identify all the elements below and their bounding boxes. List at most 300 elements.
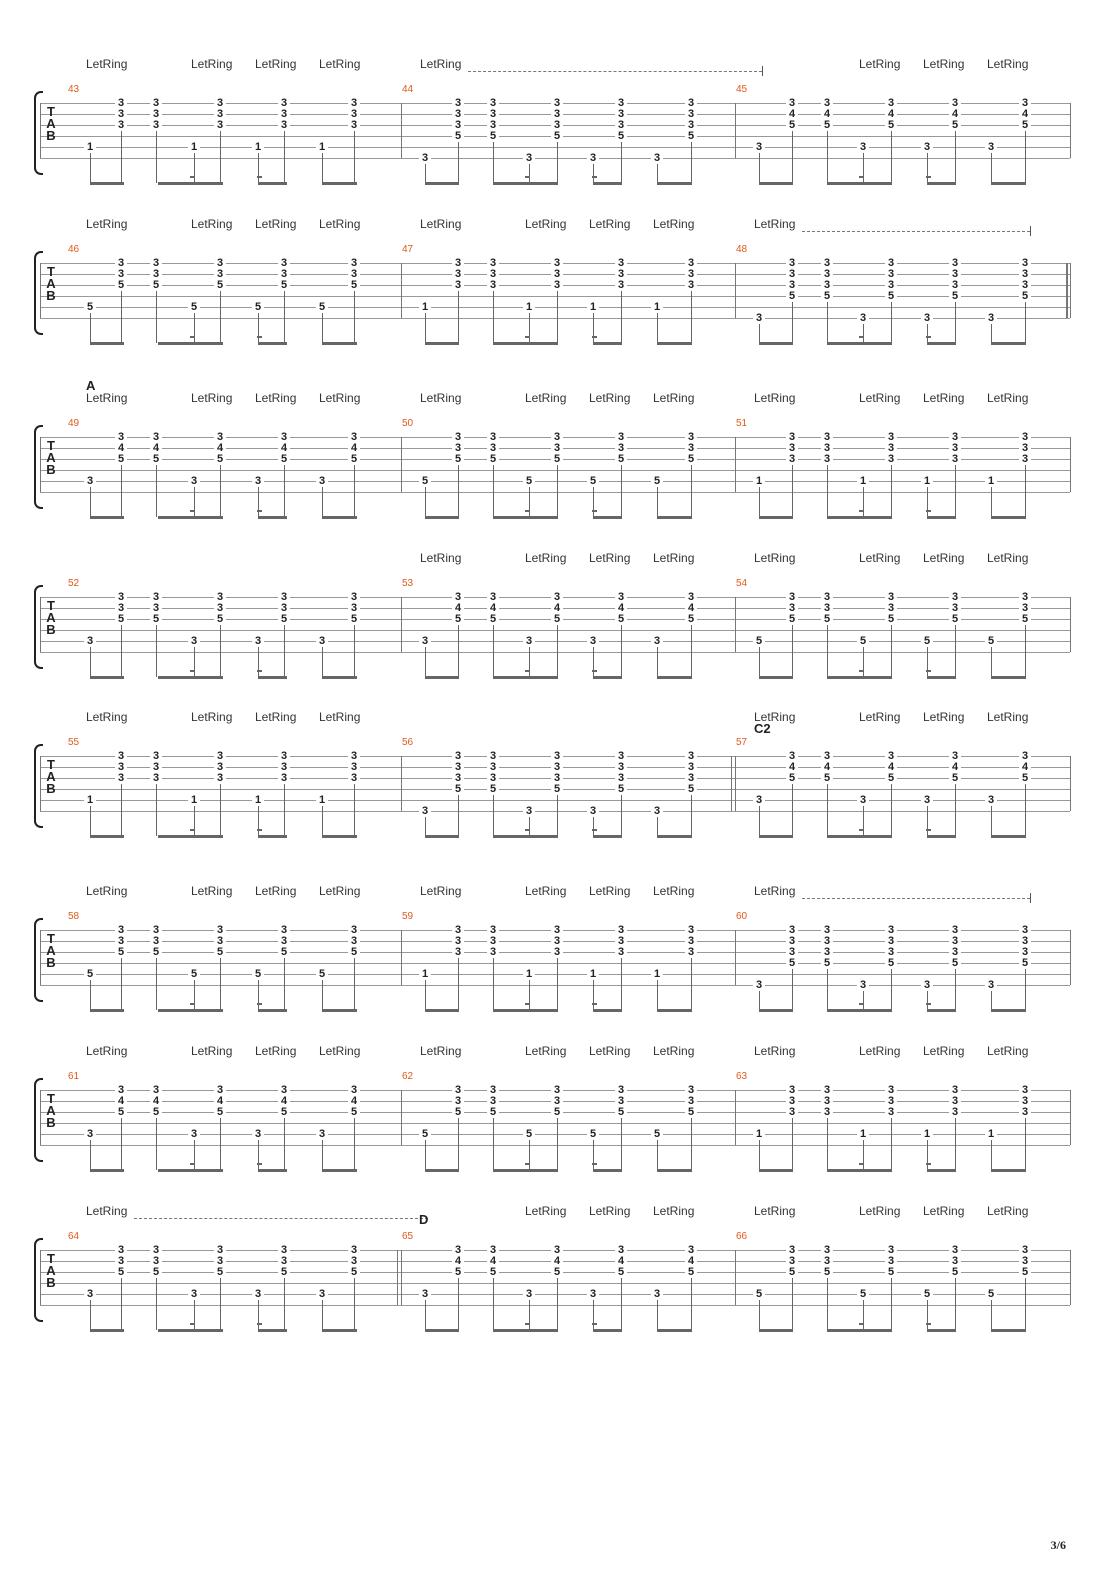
bass-fret-number: 1 [188,795,200,805]
note-stem [425,313,426,343]
bass-fret-number: 3 [651,153,663,163]
barline [401,1250,402,1305]
note-stem [593,817,594,836]
fret-number: 3 [214,936,226,946]
let-ring-label: LetRing [420,1044,462,1058]
page-number: 3/6 [1050,1538,1066,1552]
note-stem [121,291,122,343]
beam [493,516,558,519]
fret-number: 3 [115,1245,127,1255]
bass-fret-number: 3 [316,1129,328,1139]
beam [827,676,892,679]
fret-number: 3 [214,258,226,268]
note-stem [90,1300,91,1330]
let-ring-label: LetRing [589,1044,631,1058]
note-stem [121,625,122,677]
fret-number: 3 [214,432,226,442]
note-stem [90,806,91,836]
tab-clef-letter: B [46,955,56,970]
tab-clef-letter: B [46,128,56,143]
note-stem [258,153,259,183]
let-ring-label: LetRing [987,391,1029,405]
fret-number: 3 [615,947,627,957]
tab-clef-letter: T [47,757,55,772]
fret-number: 3 [348,432,360,442]
fret-number: 5 [487,614,499,624]
beam [425,516,459,519]
bass-fret-number: 3 [316,636,328,646]
fret-number: 4 [348,1096,360,1106]
barline [401,437,402,492]
fret-number: 3 [1019,1107,1031,1117]
beam [493,676,558,679]
fret-number: 5 [278,614,290,624]
barline [1070,597,1071,652]
barline [735,263,736,318]
fret-number: 5 [821,773,833,783]
let-ring-label: LetRing [319,57,361,71]
fret-number: 3 [278,109,290,119]
fret-number: 3 [615,120,627,130]
fret-number: 3 [551,751,563,761]
note-stem [529,1300,530,1330]
fret-number: 3 [821,269,833,279]
let-ring-label: LetRing [589,1204,631,1218]
fret-number: 3 [949,751,961,761]
fret-number: 3 [487,773,499,783]
note-stem [194,647,195,677]
fret-number: 4 [214,443,226,453]
beam [991,182,1026,185]
note-stem [621,1278,622,1330]
fret-number: 3 [452,258,464,268]
note-stem [458,465,459,517]
rhythm-dot [859,829,864,831]
note-stem [657,647,658,677]
beam [258,342,287,345]
fret-number: 5 [685,784,697,794]
let-ring-label: LetRing [754,1204,796,1218]
note-stem [284,131,285,183]
note-stem [322,806,323,836]
note-stem [156,1118,157,1170]
fret-number: 3 [452,109,464,119]
note-stem [493,1118,494,1170]
rhythm-dot [592,336,597,338]
fret-number: 3 [885,454,897,464]
let-ring-label: LetRing [86,391,128,405]
note-stem [121,1278,122,1330]
fret-number: 3 [487,751,499,761]
fret-number: 3 [150,592,162,602]
let-ring-label: LetRing [653,884,695,898]
note-stem [529,817,530,836]
tab-clef-letter: A [46,450,56,465]
note-stem [863,991,864,1010]
rhythm-dot [926,1323,931,1325]
fret-number: 3 [786,751,798,761]
fret-number: 5 [278,947,290,957]
fret-number: 4 [278,1096,290,1106]
fret-number: 5 [214,280,226,290]
fret-number: 3 [452,751,464,761]
note-stem [322,1140,323,1170]
fret-number: 3 [1019,751,1031,761]
let-ring-extension-line [468,71,762,72]
beam [593,342,622,345]
note-stem [621,795,622,836]
note-stem [284,625,285,677]
fret-number: 3 [786,1245,798,1255]
note-stem [529,647,530,677]
note-stem [354,784,355,836]
fret-number: 3 [885,925,897,935]
fret-number: 3 [685,1245,697,1255]
note-stem [927,1140,928,1170]
note-stem [458,1118,459,1170]
note-stem [1025,784,1026,836]
fret-number: 3 [348,120,360,130]
note-stem [657,313,658,343]
fret-number: 4 [348,443,360,453]
fret-number: 5 [214,1107,226,1117]
fret-number: 3 [115,762,127,772]
beam [425,1009,459,1012]
fret-number: 5 [452,1267,464,1277]
barline [40,263,41,318]
fret-number: 5 [487,1267,499,1277]
note-stem [354,465,355,517]
fret-number: 3 [487,120,499,130]
fret-number: 5 [685,454,697,464]
barline [40,437,41,492]
note-stem [863,324,864,343]
note-stem [90,647,91,677]
fret-number: 3 [685,98,697,108]
fret-number: 3 [685,1085,697,1095]
let-ring-label: LetRing [525,391,567,405]
tab-clef-letter: T [47,598,55,613]
let-ring-label: LetRing [923,57,965,71]
bass-fret-number: 1 [523,302,535,312]
beam [657,1009,692,1012]
fret-number: 5 [150,280,162,290]
note-stem [792,1278,793,1330]
let-ring-label: LetRing [191,710,233,724]
bass-fret-number: 5 [523,1129,535,1139]
fret-number: 3 [685,269,697,279]
staff-bracket [34,918,43,1002]
fret-number: 3 [949,454,961,464]
rhythm-dot [190,670,195,672]
note-stem [194,487,195,517]
note-stem [1025,465,1026,517]
fret-number: 5 [115,614,127,624]
note-stem [284,1118,285,1170]
note-stem [593,980,594,1010]
rhythm-dot [525,1163,530,1165]
bass-fret-number: 3 [419,806,431,816]
bass-fret-number: 1 [523,969,535,979]
rhythm-dot [190,1163,195,1165]
note-stem [657,817,658,836]
fret-number: 3 [615,258,627,268]
fret-number: 3 [885,258,897,268]
fret-number: 3 [214,603,226,613]
fret-number: 5 [821,291,833,301]
beam [657,342,692,345]
let-ring-extension-line [802,231,1030,232]
note-stem [891,1278,892,1330]
fret-number: 3 [949,280,961,290]
fret-number: 5 [786,291,798,301]
fret-number: 3 [615,432,627,442]
fret-number: 3 [885,1245,897,1255]
fret-number: 4 [615,1256,627,1266]
fret-number: 3 [487,936,499,946]
note-stem [991,487,992,517]
fret-number: 3 [150,258,162,268]
bass-fret-number: 3 [921,795,933,805]
fret-number: 3 [685,936,697,946]
measure-number: 63 [736,1071,748,1082]
note-stem [220,131,221,183]
fret-number: 5 [115,280,127,290]
beam [991,676,1026,679]
fret-number: 3 [348,1256,360,1266]
fret-number: 5 [150,454,162,464]
fret-number: 4 [214,1096,226,1106]
fret-number: 3 [150,936,162,946]
note-stem [691,1118,692,1170]
tab-system [0,1042,1110,1202]
fret-number: 5 [487,131,499,141]
measure-number: 50 [402,418,414,429]
fret-number: 3 [452,98,464,108]
fret-number: 3 [821,443,833,453]
beam [927,1169,956,1172]
note-stem [792,625,793,677]
let-ring-label: LetRing [923,710,965,724]
fret-number: 5 [150,947,162,957]
fret-number: 3 [348,603,360,613]
tab-clef-letter: B [46,1275,56,1290]
fret-number: 3 [150,751,162,761]
beam [425,676,459,679]
barline [1070,437,1071,492]
note-stem [691,142,692,183]
fret-number: 5 [115,1267,127,1277]
fret-number: 3 [452,1085,464,1095]
fret-number: 3 [885,936,897,946]
note-stem [258,1140,259,1170]
beam [759,1009,793,1012]
note-stem [593,313,594,343]
bass-fret-number: 3 [84,1289,96,1299]
fret-number: 3 [786,936,798,946]
note-stem [458,1278,459,1330]
fret-number: 3 [487,269,499,279]
note-stem [258,806,259,836]
fret-number: 3 [786,454,798,464]
beam [90,1329,124,1332]
fret-number: 5 [1019,614,1031,624]
beam [322,516,357,519]
fret-number: 5 [685,614,697,624]
note-stem [220,784,221,836]
bass-fret-number: 1 [753,476,765,486]
fret-number: 3 [487,280,499,290]
beam [657,676,692,679]
bass-fret-number: 3 [921,980,933,990]
fret-number: 3 [278,1085,290,1095]
note-stem [955,1118,956,1170]
fret-number: 4 [452,1256,464,1266]
fret-number: 3 [214,98,226,108]
let-ring-label: LetRing [923,551,965,565]
fret-number: 3 [150,432,162,442]
fret-number: 5 [551,454,563,464]
note-stem [759,647,760,677]
fret-number: 3 [487,258,499,268]
fret-number: 3 [1019,432,1031,442]
let-ring-label: LetRing [255,57,297,71]
note-stem [121,465,122,517]
fret-number: 4 [487,603,499,613]
let-ring-label: LetRing [754,1044,796,1058]
measure-number: 48 [736,244,748,255]
rhythm-dot [525,336,530,338]
tab-clef-letter: T [47,104,55,119]
fret-number: 3 [452,773,464,783]
note-stem [557,291,558,343]
bass-fret-number: 5 [252,969,264,979]
let-ring-label: LetRing [923,391,965,405]
fret-number: 5 [615,454,627,464]
note-stem [458,625,459,677]
bass-fret-number: 5 [651,476,663,486]
fret-number: 3 [452,120,464,130]
tab-system [0,378,1110,549]
fret-number: 3 [150,925,162,935]
note-stem [792,1118,793,1170]
rhythm-dot [859,510,864,512]
note-stem [759,991,760,1010]
fret-number: 4 [786,109,798,119]
let-ring-extension-line [802,898,1030,899]
note-stem [927,153,928,183]
barline [401,597,402,652]
barline [40,756,41,811]
fret-number: 3 [949,925,961,935]
bass-fret-number: 1 [419,302,431,312]
beam [158,676,223,679]
measure-number: 45 [736,84,748,95]
note-stem [863,806,864,836]
note-stem [1025,625,1026,677]
let-ring-label: LetRing [319,391,361,405]
let-ring-label: LetRing [923,1044,965,1058]
fret-number: 3 [949,603,961,613]
fret-number: 3 [949,1256,961,1266]
fret-number: 3 [685,432,697,442]
staff-bracket [34,1238,43,1322]
barline [401,1090,402,1145]
fret-number: 3 [1019,443,1031,453]
fret-number: 3 [278,269,290,279]
note-stem [621,465,622,517]
fret-number: 4 [615,603,627,613]
bass-fret-number: 5 [651,1129,663,1139]
fret-number: 5 [615,131,627,141]
bass-fret-number: 3 [921,313,933,323]
note-stem [425,487,426,517]
fret-number: 3 [786,603,798,613]
rhythm-dot [592,670,597,672]
bass-fret-number: 3 [188,1289,200,1299]
fret-number: 3 [278,98,290,108]
fret-number: 5 [278,280,290,290]
note-stem [194,980,195,1010]
fret-number: 3 [115,936,127,946]
note-stem [156,291,157,343]
fret-number: 3 [551,773,563,783]
note-stem [991,324,992,343]
beam [322,676,357,679]
bass-fret-number: 1 [252,142,264,152]
beam [927,516,956,519]
beam [593,1169,622,1172]
note-stem [691,1278,692,1330]
let-ring-label: LetRing [525,551,567,565]
fret-number: 5 [551,784,563,794]
fret-number: 3 [551,443,563,453]
note-stem [425,817,426,836]
let-ring-label: LetRing [191,391,233,405]
bass-fret-number: 1 [188,142,200,152]
fret-number: 5 [685,1267,697,1277]
note-stem [759,324,760,343]
fret-number: 4 [949,762,961,772]
bass-fret-number: 3 [857,980,869,990]
beam [90,1009,124,1012]
note-stem [425,164,426,183]
fret-number: 5 [214,614,226,624]
fret-number: 3 [348,109,360,119]
measure-number: 66 [736,1231,748,1242]
bass-fret-number: 5 [857,636,869,646]
fret-number: 5 [487,454,499,464]
tab-clef-letter: A [46,1103,56,1118]
note-stem [220,465,221,517]
bass-fret-number: 5 [252,302,264,312]
note-stem [955,969,956,1010]
fret-number: 3 [115,925,127,935]
beam [759,676,793,679]
bass-fret-number: 3 [316,476,328,486]
double-barline [397,1250,398,1305]
beam [991,1169,1026,1172]
bass-fret-number: 3 [252,636,264,646]
barline [735,437,736,492]
beam [158,1169,223,1172]
fret-number: 5 [487,1107,499,1117]
beam [759,1169,793,1172]
note-stem [258,313,259,343]
note-stem [458,795,459,836]
fret-number: 3 [214,109,226,119]
tab-clef-letter: B [46,622,56,637]
